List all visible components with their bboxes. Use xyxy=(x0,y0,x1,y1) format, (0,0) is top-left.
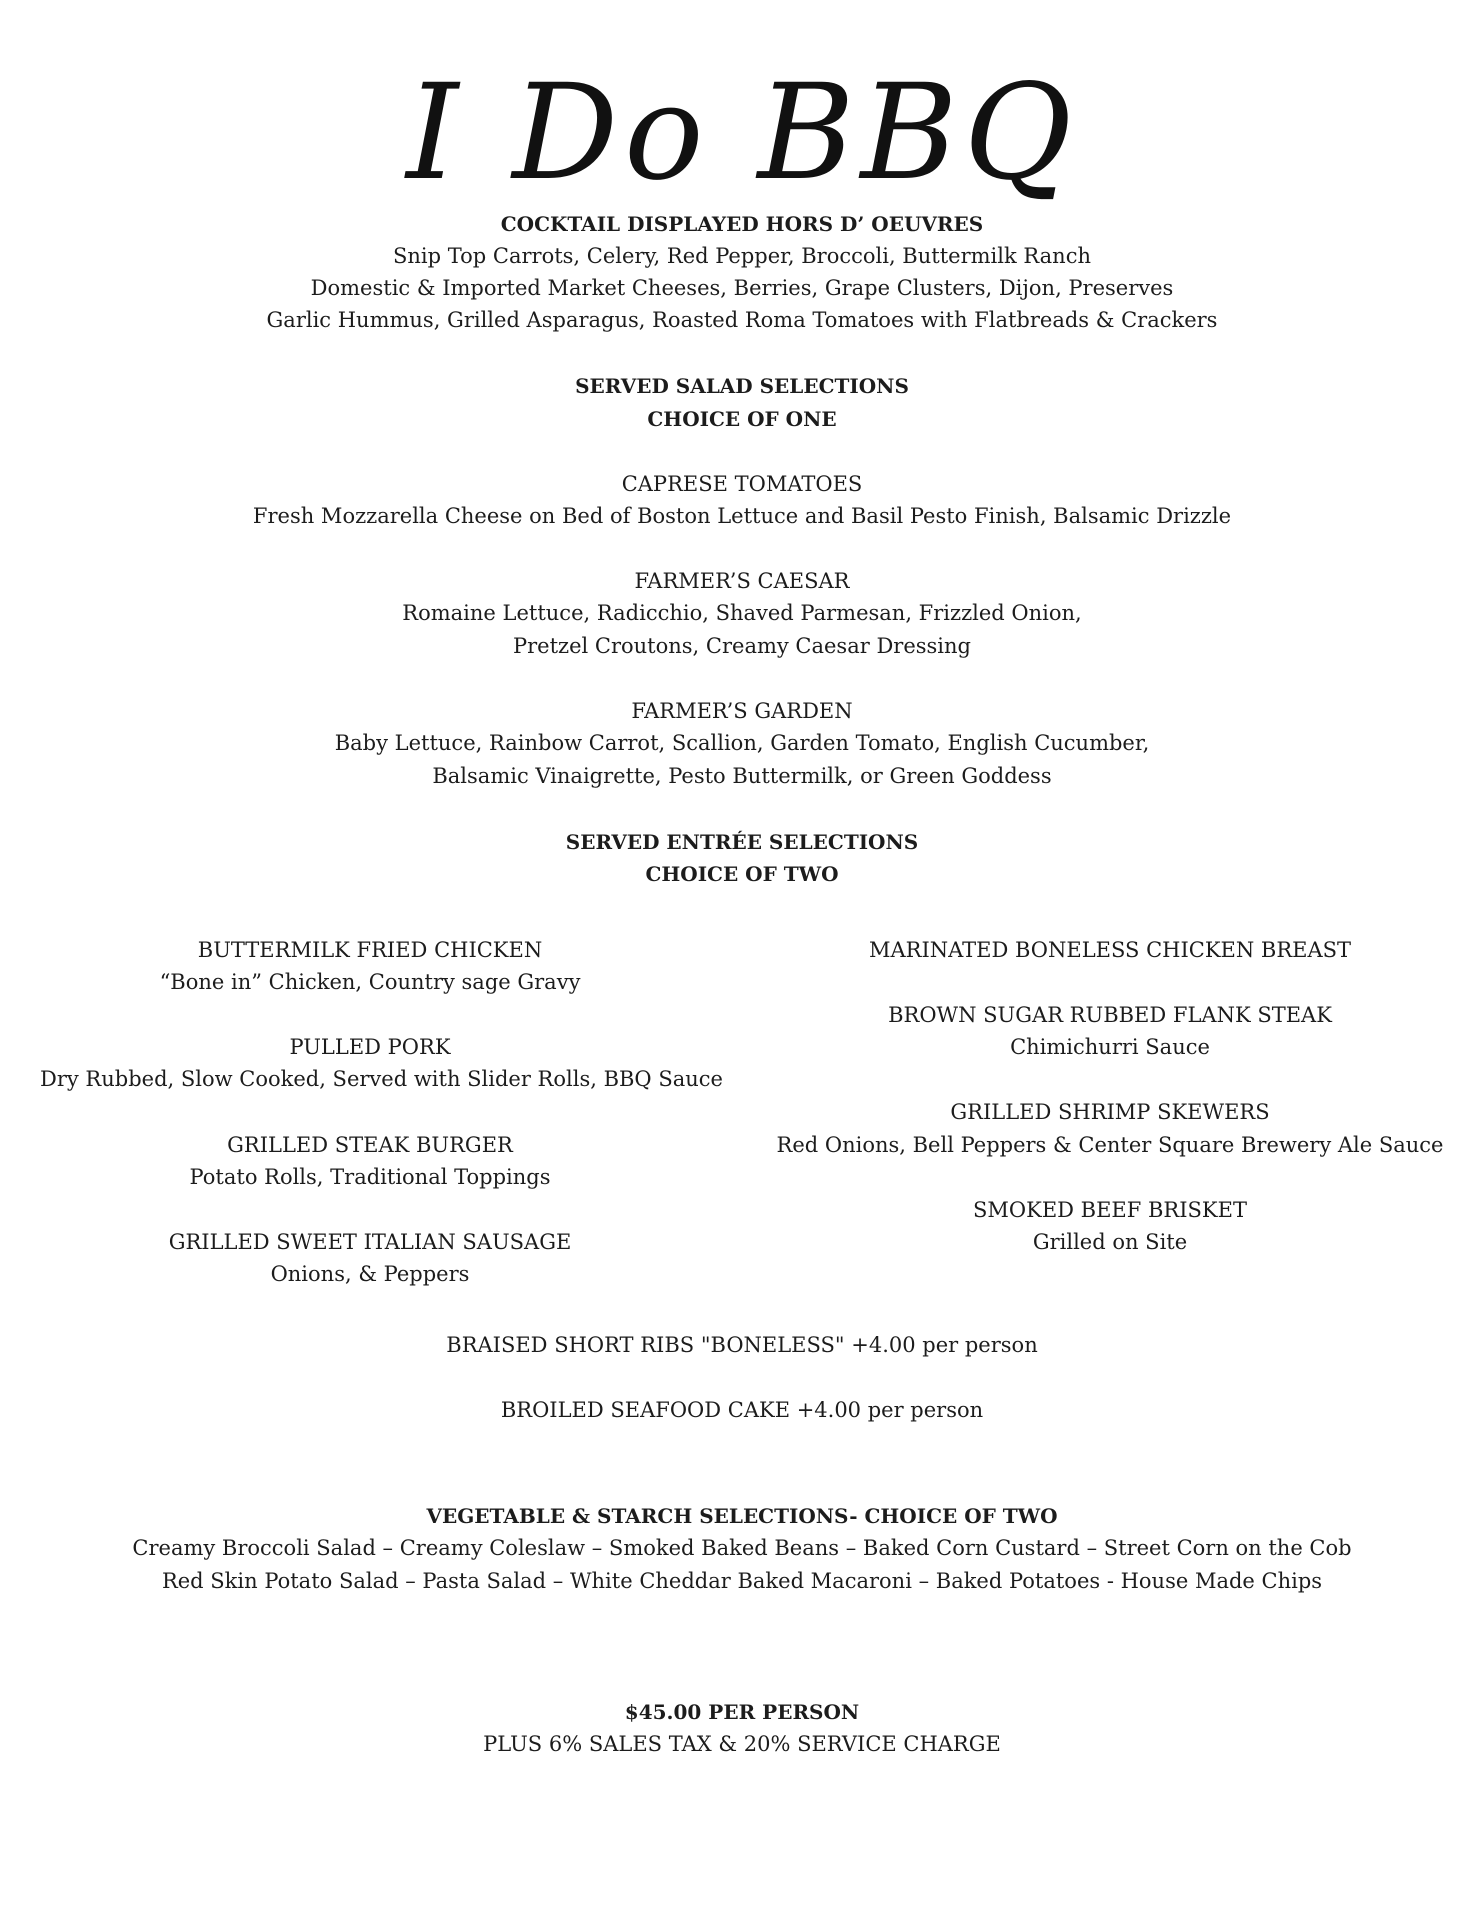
sides-line: Creamy Broccoli Salad – Creamy Coleslaw – Smoked Baked Beans – Baked Corn Custard – Street Corn on the Cob xyxy=(132,1536,1352,1560)
hors-doeuvres-line: Snip Top Carrots, Celery, Red Pepper, Broccoli, Buttermilk Ranch xyxy=(393,244,1091,268)
price-note: PLUS 6% SALES TAX & 20% SERVICE CHARGE xyxy=(483,1732,1001,1756)
entrees-subheading: CHOICE OF TWO xyxy=(645,862,839,886)
entree-description: Dry Rubbed, Slow Cooked, Served with Slider Rolls, BBQ Sauce xyxy=(40,1067,723,1091)
entree-name: PULLED PORK xyxy=(289,1035,451,1059)
entree-description: Chimichurri Sauce xyxy=(1010,1035,1210,1059)
salad-name: FARMER’S CAESAR xyxy=(634,569,850,593)
entree-name: SMOKED BEEF BRISKET xyxy=(973,1198,1247,1222)
hors-doeuvres-line: Garlic Hummus, Grilled Asparagus, Roasted Roma Tomatoes with Flatbreads & Crackers xyxy=(266,308,1218,332)
salad-description: Balsamic Vinaigrette, Pesto Buttermilk, or Green Goddess xyxy=(432,764,1052,788)
entree-name: GRILLED SWEET ITALIAN SAUSAGE xyxy=(168,1230,572,1254)
entree-description: “Bone in” Chicken, Country sage Gravy xyxy=(159,970,581,994)
entree-description: Potato Rolls, Traditional Toppings xyxy=(189,1165,551,1189)
salad-description: Pretzel Croutons, Creamy Caesar Dressing xyxy=(512,634,971,658)
entree-name: BROWN SUGAR RUBBED FLANK STEAK xyxy=(888,1003,1332,1027)
salads-heading: SERVED SALAD SELECTIONS xyxy=(575,374,909,398)
entree-name: GRILLED STEAK BURGER xyxy=(227,1133,513,1157)
entree-upgrade: BROILED SEAFOOD CAKE +4.00 per person xyxy=(500,1398,984,1422)
salad-description: Romaine Lettuce, Radicchio, Shaved Parmesan, Frizzled Onion, xyxy=(402,601,1082,625)
entree-description: Onions, & Peppers xyxy=(270,1262,470,1286)
entree-name: MARINATED BONELESS CHICKEN BREAST xyxy=(868,938,1352,962)
salad-description: Fresh Mozzarella Cheese on Bed of Boston Lettuce and Basil Pesto Finish, Balsamic Drizzle xyxy=(252,504,1232,528)
entree-description: Grilled on Site xyxy=(1032,1230,1188,1254)
entrees-heading: SERVED ENTRÉE SELECTIONS xyxy=(565,830,919,854)
entree-description: Red Onions, Bell Peppers & Center Square Brewery Ale Sauce xyxy=(776,1133,1444,1157)
salad-name: CAPRESE TOMATOES xyxy=(621,472,863,496)
sides-line: Red Skin Potato Salad – Pasta Salad – White Cheddar Baked Macaroni – Baked Potatoes - House Made Chips xyxy=(161,1569,1323,1593)
page-title: I Do BBQ xyxy=(406,56,1078,210)
salads-subheading: CHOICE OF ONE xyxy=(647,407,837,431)
salad-name: FARMER’S GARDEN xyxy=(631,699,853,723)
hors-doeuvres-line: Domestic & Imported Market Cheeses, Berries, Grape Clusters, Dijon, Preserves xyxy=(310,276,1174,300)
sides-heading: VEGETABLE & STARCH SELECTIONS- CHOICE OF TWO xyxy=(426,1504,1058,1528)
entree-name: GRILLED SHRIMP SKEWERS xyxy=(950,1100,1270,1124)
hors-doeuvres-heading: COCKTAIL DISPLAYED HORS D’ OEUVRES xyxy=(500,212,984,236)
entree-name: BUTTERMILK FRIED CHICKEN xyxy=(197,938,543,962)
salad-description: Baby Lettuce, Rainbow Carrot, Scallion, Garden Tomato, English Cucumber, xyxy=(334,731,1150,755)
entree-upgrade: BRAISED SHORT RIBS "BONELESS" +4.00 per person xyxy=(446,1333,1038,1357)
price: $45.00 PER PERSON xyxy=(624,1700,860,1724)
